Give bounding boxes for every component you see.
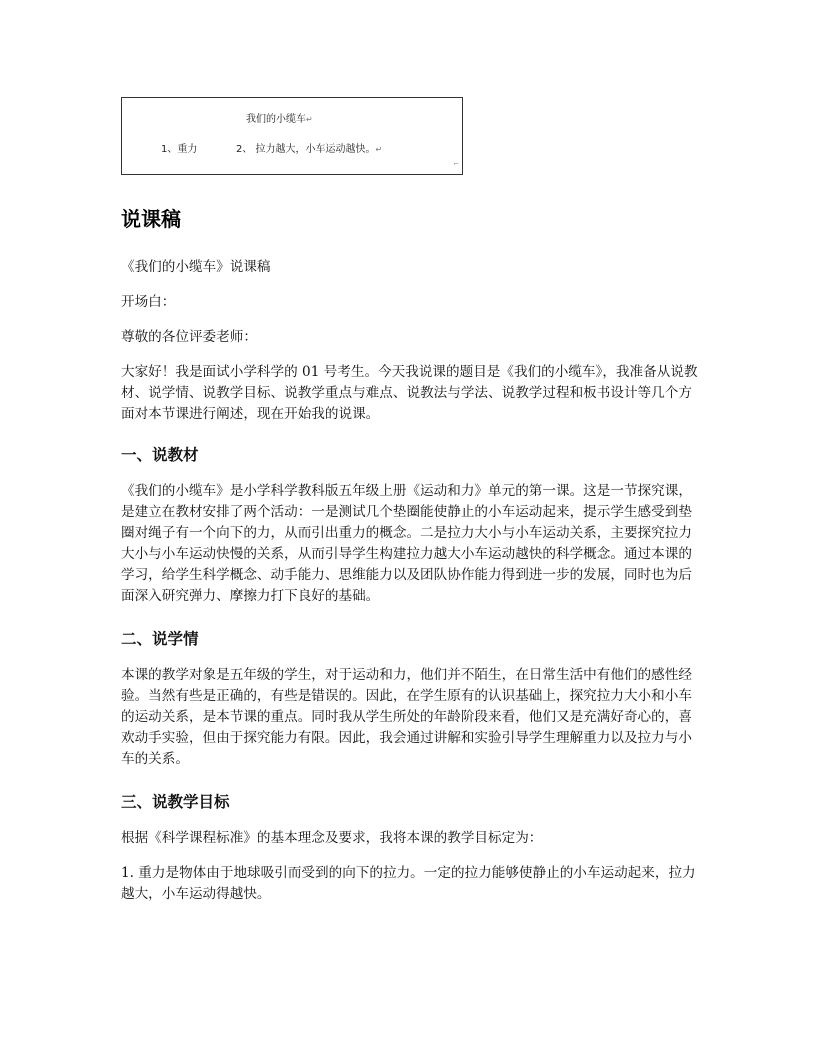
- section-heading-objectives: 三、说教学目标: [121, 793, 230, 811]
- greeting: 尊敬的各位评委老师：: [121, 329, 257, 345]
- section-heading-textbook: 一、说教材: [121, 446, 199, 464]
- blackboard-title-text: 我们的小缆车: [246, 114, 306, 125]
- section-paragraph: 《我们的小缆车》是小学科学教科版五年级上册《运动和力》单元的第一课。这是一节探究课，是建立在教材安排了两个活动：一是测试几个垫圈能使静止的小车运动起来，提示学生感受到垫圈对绳子有一个向下的力，从而引出重力的概念。二是拉力大小与小车运动关系，主要探究拉力大小与小车运动快慢的关系，从而引导学生构建拉力越大小车运动越快的科学概念。通过本课的学习，给学生科学概念、动手能力、思维能力以及团队协作能力得到进一步的发展，同时也为后面深入研究弹力、摩擦力打下良好的基础。: [121, 483, 692, 604]
- return-mark: ↵: [375, 145, 383, 154]
- blackboard-design-box: [121, 97, 463, 175]
- document-subtitle: 《我们的小缆车》说课稿: [121, 259, 271, 275]
- return-mark: ↵: [306, 115, 313, 124]
- intro-paragraph: 大家好！我是面试小学科学的 01 号考生。今天我说课的题目是《我们的小缆车》，我准备从说教材、说学情、说教学目标、说教学重点与难点、说教法与学法、说教学过程和板书设计等几个方面对本节课进行阐述，现在开始我的说课。: [121, 364, 698, 422]
- opening-label: 开场白：: [121, 294, 176, 310]
- blackboard-item-pull-text: 2、 拉力越大，小车运动越快。: [236, 144, 376, 155]
- blackboard-title: [246, 110, 313, 125]
- document-body: [121, 257, 701, 919]
- blackboard-item-pull: [236, 140, 382, 155]
- objective-item: 1. 重力是物体由于地球吸引而受到的向下的拉力。一定的拉力能够使静止的小车运动起来，拉力越大，小车运动得越快。: [121, 865, 696, 902]
- section-heading-students: 二、说学情: [121, 630, 199, 648]
- section-paragraph: 本课的教学对象是五年级的学生，对于运动和力，他们并不陌生，在日常生活中有他们的感性经验。当然有些是正确的，有些是错误的。因此，在学生原有的认识基础上，探究拉力大小和小车的运动关系，是本节课的重点。同时我从学生所处的年龄阶段来看，他们又是充满好奇心的，喜欢动手实验，但由于探究能力有限。因此，我会通过讲解和实验引导学生理解重力以及拉力与小车的关系。: [121, 667, 692, 767]
- blackboard-item-gravity: 1、重力: [161, 144, 198, 155]
- corner-mark: ⌐: [453, 160, 459, 168]
- document-title: 说课稿: [121, 207, 181, 231]
- section-paragraph: 根据《科学课程标准》的基本理念及要求，我将本课的教学目标定为：: [121, 830, 543, 846]
